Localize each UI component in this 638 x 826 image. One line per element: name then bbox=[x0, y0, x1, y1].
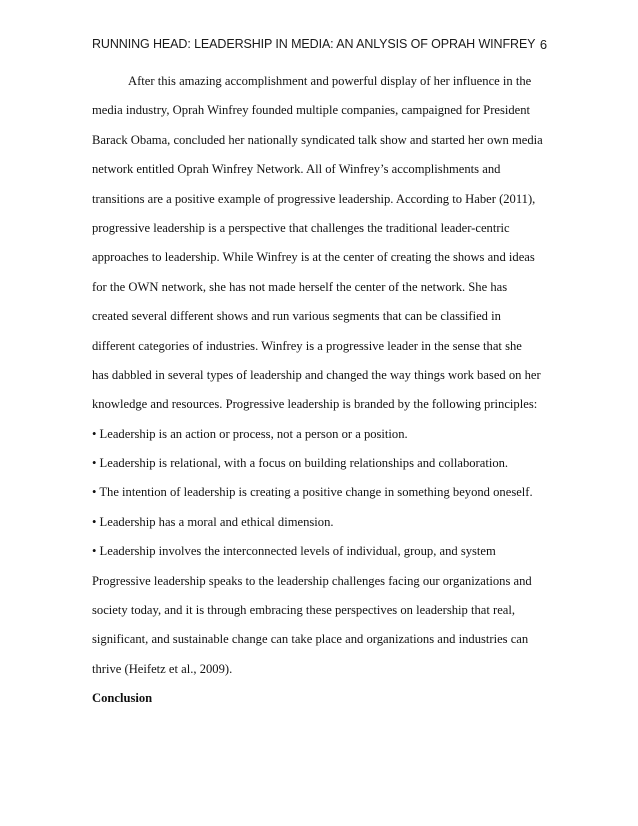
paragraph-line: Barack Obama, concluded her nationally syndicated talk show and started her own media bbox=[92, 132, 543, 147]
paragraph-line: approaches to leadership. While Winfrey is at the center of creating the shows and ideas bbox=[92, 250, 535, 265]
paragraph-line: created several different shows and run various segments that can be classified in bbox=[92, 309, 501, 324]
bullet-item: • Leadership involves the interconnected levels of individual, group, and system bbox=[92, 544, 496, 559]
bullet-item: • Leadership is relational, with a focus on building relationships and collaboration. bbox=[92, 456, 509, 471]
paragraph-line: Progressive leadership speaks to the leadership challenges facing our organizations and bbox=[92, 573, 532, 588]
paragraph-line: media industry, Oprah Winfrey founded multiple companies, campaigned for President bbox=[92, 103, 531, 118]
page-number: 6 bbox=[539, 37, 547, 52]
paragraph-line: society today, and it is through embracing these perspectives on leadership that real, bbox=[92, 603, 516, 618]
bullet-item: • Leadership is an action or process, not a person or a position. bbox=[92, 426, 408, 441]
running-head-title: RUNNING HEAD: LEADERSHIP IN MEDIA: AN ANLYSIS OF OPRAH WINFREY bbox=[92, 37, 536, 51]
paragraph-line: for the OWN network, she has not made herself the center of the network. She has bbox=[92, 279, 508, 294]
conclusion-heading: Conclusion bbox=[92, 691, 153, 706]
paragraph-line: network entitled Oprah Winfrey Network. All of Winfrey’s accomplishments and bbox=[92, 162, 501, 177]
paragraph-line: different categories of industries. Winfrey is a progressive leader in the sense that she bbox=[92, 338, 522, 353]
paragraph-line: thrive (Heifetz et al., 2009). bbox=[92, 661, 233, 676]
paragraph-line: knowledge and resources. Progressive leadership is branded by the following principles: bbox=[92, 397, 538, 412]
paragraph-line: progressive leadership is a perspective that challenges the traditional leader-centric bbox=[92, 220, 510, 235]
running-head bbox=[92, 37, 547, 57]
body-text bbox=[92, 67, 552, 714]
bullet-item: • Leadership has a moral and ethical dimension. bbox=[92, 514, 334, 529]
paragraph-line: transitions are a positive example of progressive leadership. According to Haber (2011), bbox=[92, 191, 536, 206]
paragraph-line: significant, and sustainable change can take place and organizations and industries can bbox=[92, 632, 529, 647]
paragraph-line: has dabbled in several types of leadership and changed the way things work based on her bbox=[92, 367, 541, 382]
paragraph-line: After this amazing accomplishment and powerful display of her influence in the bbox=[128, 74, 532, 88]
bullet-item: • The intention of leadership is creating a positive change in something beyond oneself. bbox=[92, 485, 533, 500]
